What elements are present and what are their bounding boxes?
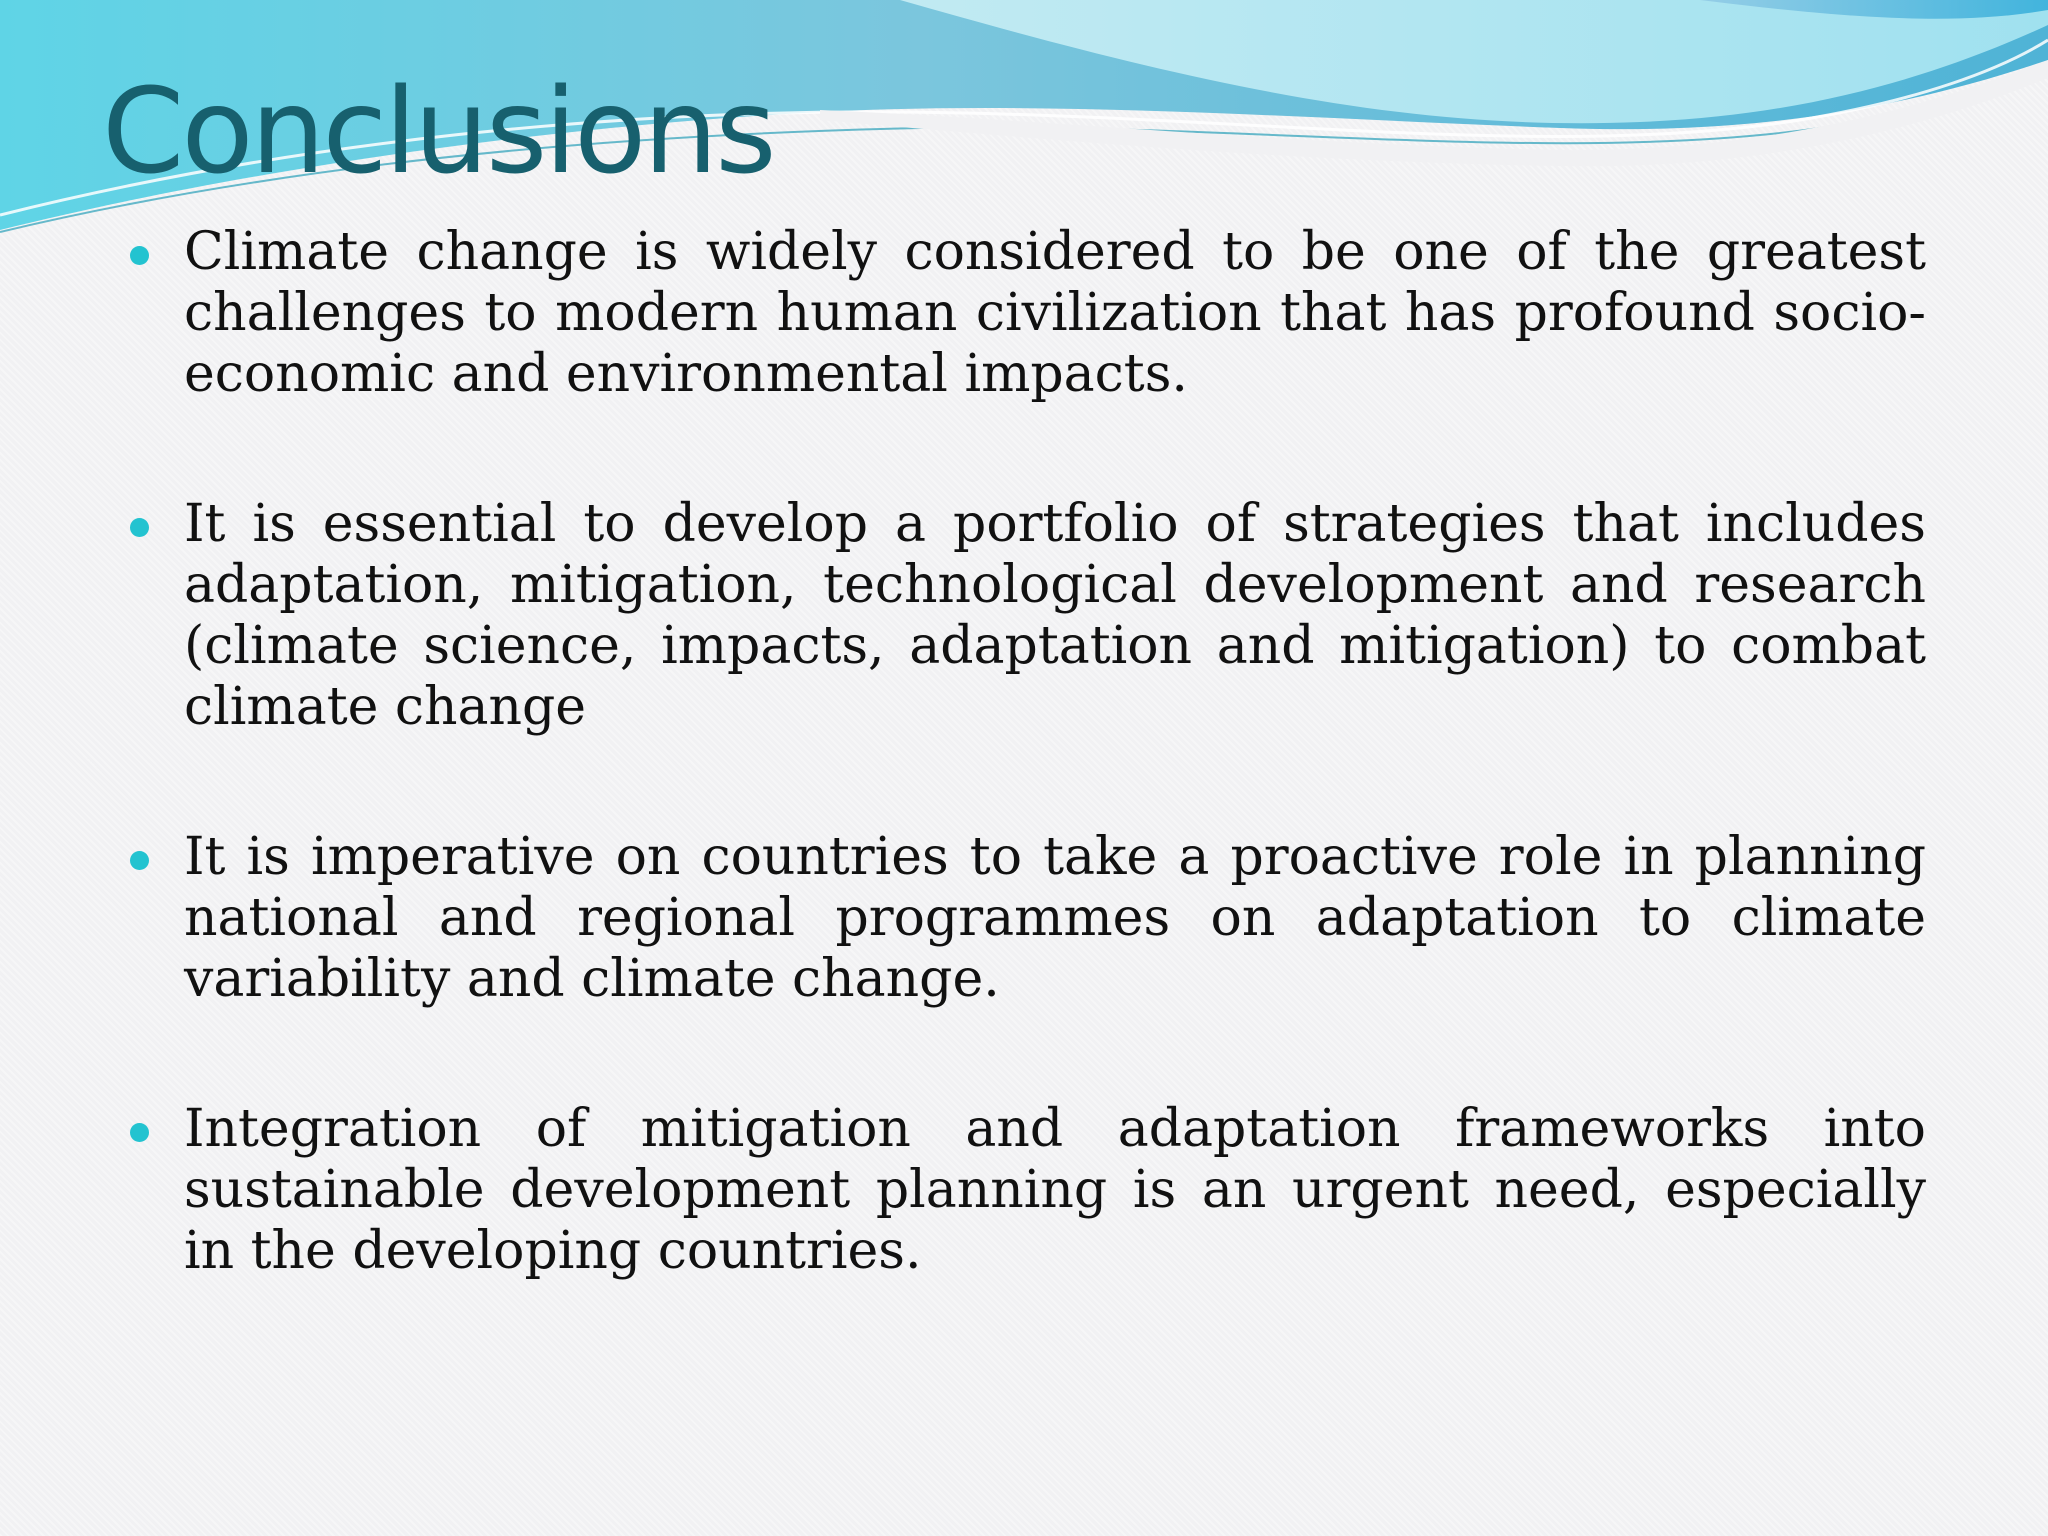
bullet-dot-icon — [130, 518, 149, 537]
bullet-item — [130, 222, 1926, 405]
slide-title: Conclusions — [102, 62, 774, 200]
bullet-text: It is essential to develop a portfolio of strategies that includes adaptation, mitigation, technological development and research (climate science, impacts, adaptation and mitigation) to combat climate change — [184, 494, 1926, 737]
bullet-dot-icon — [130, 851, 149, 870]
bullet-dot-icon — [130, 1123, 149, 1142]
bullet-text: It is imperative on countries to take a proactive role in planning national and regional programmes on adaptation to climate variability and climate change. — [184, 827, 1926, 1009]
bullet-item — [130, 494, 1926, 738]
conclusion-bullet-list — [130, 222, 1926, 1282]
bullet-item — [130, 1099, 1926, 1282]
bullet-dot-icon — [130, 246, 149, 265]
bullet-item — [130, 827, 1926, 1010]
bullet-text: Climate change is widely considered to be one of the greatest challenges to modern human civilization that has profound socio-economic and environmental impacts. — [184, 222, 1926, 404]
bullet-text: Integration of mitigation and adaptation frameworks into sustainable development planning is an urgent need, especially in the developing countries. — [184, 1099, 1926, 1281]
